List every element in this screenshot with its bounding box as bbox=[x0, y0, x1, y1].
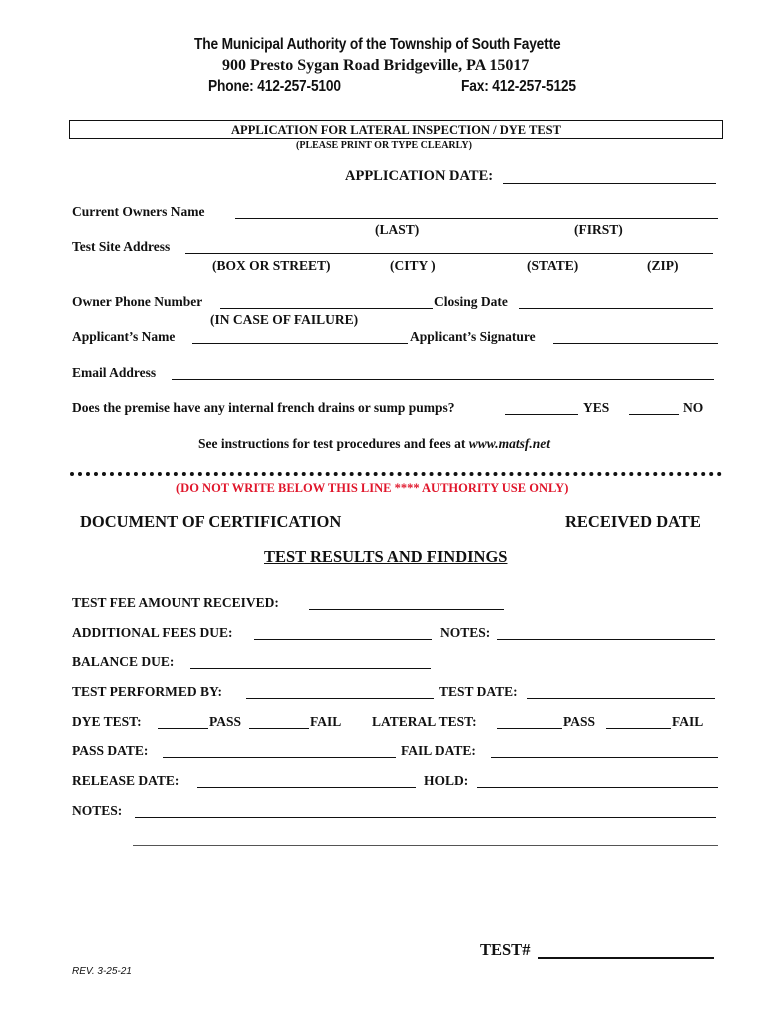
instructions-prefix: See instructions for test procedures and fees at bbox=[198, 436, 469, 451]
applicant-name-field[interactable] bbox=[192, 343, 408, 344]
closing-date-field[interactable] bbox=[519, 308, 713, 309]
hold-label: HOLD: bbox=[424, 773, 469, 788]
notes-label: NOTES: bbox=[440, 625, 491, 640]
hold-field[interactable] bbox=[477, 787, 718, 788]
performed-by-label: TEST PERFORMED BY: bbox=[72, 684, 223, 699]
applicant-signature-label: Applicant’s Signature bbox=[410, 329, 536, 344]
owners-name-label: Current Owners Name bbox=[72, 204, 205, 219]
email-field[interactable] bbox=[172, 379, 714, 380]
fee-received-field[interactable] bbox=[309, 609, 504, 610]
org-phone: Phone: 412-257-5100 bbox=[208, 78, 341, 95]
first-name-hint: (FIRST) bbox=[574, 222, 623, 237]
fee-received-label: TEST FEE AMOUNT RECEIVED: bbox=[72, 595, 279, 610]
owner-phone-label: Owner Phone Number bbox=[72, 294, 203, 309]
instructions-text bbox=[198, 436, 550, 452]
final-notes-label: NOTES: bbox=[72, 803, 123, 818]
in-case-of-failure-hint: (IN CASE OF FAILURE) bbox=[210, 312, 359, 327]
pass-date-label: PASS DATE: bbox=[72, 743, 149, 758]
final-notes-line-1[interactable] bbox=[135, 817, 716, 818]
site-address-label: Test Site Address bbox=[72, 239, 171, 254]
test-date-label: TEST DATE: bbox=[439, 684, 518, 699]
owners-name-field[interactable] bbox=[235, 218, 718, 219]
instructions-link[interactable]: www.matsf.net bbox=[468, 436, 550, 451]
lateral-test-label: LATERAL TEST: bbox=[372, 714, 477, 729]
results-title: TEST RESULTS AND FINDINGS bbox=[264, 547, 508, 566]
zip-hint: (ZIP) bbox=[647, 258, 679, 273]
org-name: The Municipal Authority of the Township of South Fayette bbox=[194, 36, 561, 53]
applicant-name-label: Applicant’s Name bbox=[72, 329, 176, 344]
drains-question: Does the premise have any internal french drains or sump pumps? bbox=[72, 400, 455, 415]
form-subtitle: (PLEASE PRINT OR TYPE CLEARLY) bbox=[296, 140, 472, 151]
yes-label: YES bbox=[583, 400, 610, 415]
closing-date-label: Closing Date bbox=[434, 294, 508, 309]
dye-pass-field[interactable] bbox=[158, 728, 208, 729]
box-street-hint: (BOX OR STREET) bbox=[212, 258, 331, 273]
additional-fees-field[interactable] bbox=[254, 639, 432, 640]
drains-no-field[interactable] bbox=[629, 414, 679, 415]
release-date-label: RELEASE DATE: bbox=[72, 773, 180, 788]
dye-pass-label: PASS bbox=[209, 714, 242, 729]
owner-phone-field[interactable] bbox=[220, 308, 433, 309]
fail-date-label: FAIL DATE: bbox=[401, 743, 476, 758]
revision-note: REV. 3-25-21 bbox=[72, 966, 132, 977]
balance-due-label: BALANCE DUE: bbox=[72, 654, 175, 669]
lateral-pass-label: PASS bbox=[563, 714, 596, 729]
dye-fail-field[interactable] bbox=[249, 728, 309, 729]
state-hint: (STATE) bbox=[527, 258, 579, 273]
applicant-signature-field[interactable] bbox=[553, 343, 718, 344]
additional-fees-label: ADDITIONAL FEES DUE: bbox=[72, 625, 233, 640]
application-date-field[interactable] bbox=[503, 183, 716, 184]
test-number-field[interactable] bbox=[538, 957, 714, 959]
dye-fail-label: FAIL bbox=[310, 714, 342, 729]
org-fax: Fax: 412-257-5125 bbox=[461, 78, 576, 95]
lateral-pass-field[interactable] bbox=[497, 728, 562, 729]
no-label: NO bbox=[683, 400, 704, 415]
authority-use-notice: (DO NOT WRITE BELOW THIS LINE **** AUTHORITY USE ONLY) bbox=[176, 481, 569, 495]
form-title-box bbox=[69, 120, 723, 139]
performed-by-field[interactable] bbox=[246, 698, 434, 699]
test-number-label: TEST# bbox=[480, 940, 531, 959]
received-date-label: RECEIVED DATE bbox=[565, 512, 701, 531]
document-of-certification: DOCUMENT OF CERTIFICATION bbox=[80, 512, 342, 531]
balance-due-field[interactable] bbox=[190, 668, 431, 669]
email-label: Email Address bbox=[72, 365, 157, 380]
release-date-field[interactable] bbox=[197, 787, 416, 788]
dotted-divider bbox=[70, 472, 722, 476]
lateral-fail-label: FAIL bbox=[672, 714, 704, 729]
lateral-fail-field[interactable] bbox=[606, 728, 671, 729]
application-date-label: APPLICATION DATE: bbox=[345, 168, 494, 184]
pass-date-field[interactable] bbox=[163, 757, 396, 758]
form-title: APPLICATION FOR LATERAL INSPECTION / DYE TEST bbox=[231, 123, 561, 137]
final-notes-line-2[interactable] bbox=[133, 845, 718, 846]
dye-test-label: DYE TEST: bbox=[72, 714, 142, 729]
notes-field[interactable] bbox=[497, 639, 715, 640]
test-date-field[interactable] bbox=[527, 698, 715, 699]
city-hint: (CITY ) bbox=[390, 258, 436, 273]
org-address: 900 Presto Sygan Road Bridgeville, PA 15017 bbox=[222, 57, 530, 74]
drains-yes-field[interactable] bbox=[505, 414, 578, 415]
last-name-hint: (LAST) bbox=[375, 222, 420, 237]
fail-date-field[interactable] bbox=[491, 757, 718, 758]
site-address-field[interactable] bbox=[185, 253, 713, 254]
